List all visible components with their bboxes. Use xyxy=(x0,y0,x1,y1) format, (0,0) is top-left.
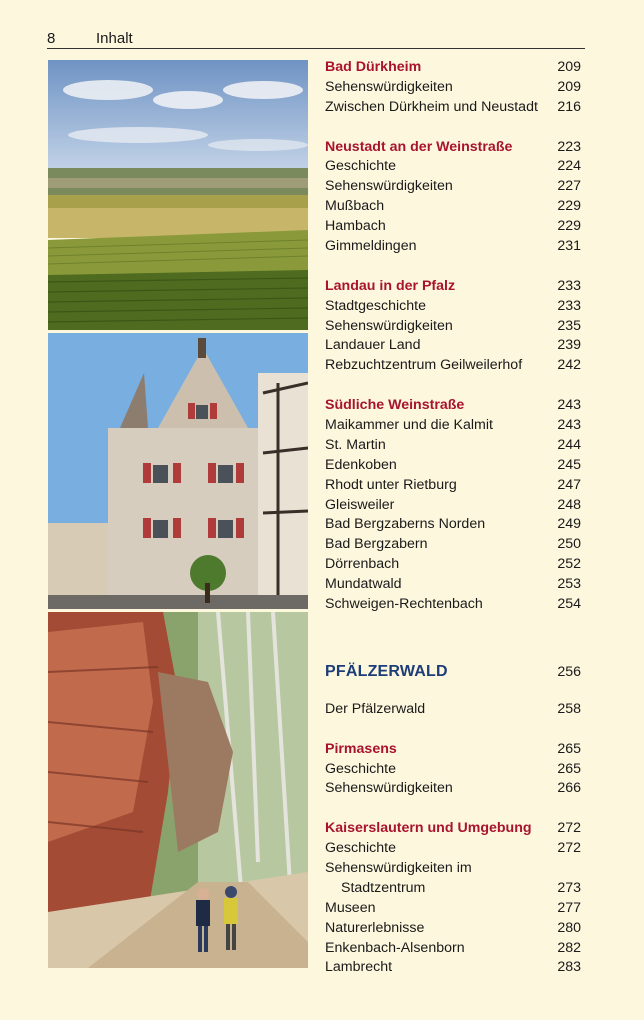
toc-title: Bad Bergzaberns Norden xyxy=(325,516,486,533)
toc-title: Hambach xyxy=(325,218,386,235)
toc-entry[interactable] xyxy=(325,515,583,535)
toc-page: 282 xyxy=(557,939,581,956)
toc-title: Mundatwald xyxy=(325,576,402,593)
toc-page: 244 xyxy=(557,436,581,453)
toc-title: Bad Bergzabern xyxy=(325,536,428,553)
toc-entry[interactable] xyxy=(325,879,583,899)
toc-page: 272 xyxy=(557,840,581,857)
toc-entry[interactable] xyxy=(325,575,583,595)
spacer xyxy=(325,376,583,396)
toc-page: 252 xyxy=(557,556,581,573)
toc-page: 273 xyxy=(557,879,581,896)
toc-page: 216 xyxy=(557,98,581,115)
toc-entry[interactable] xyxy=(325,456,583,476)
toc-page: 243 xyxy=(557,397,581,414)
toc-entry[interactable] xyxy=(325,217,583,237)
spacer xyxy=(325,615,583,640)
toc-title: Edenkoben xyxy=(325,456,397,473)
toc-title: Naturerlebnisse xyxy=(325,919,425,936)
toc-page: 265 xyxy=(557,740,581,757)
toc-title: Stadtgeschichte xyxy=(325,297,426,314)
toc-heading-kaiserslautern[interactable] xyxy=(325,819,583,839)
spacer xyxy=(325,640,583,660)
toc-page: 248 xyxy=(557,496,581,513)
toc-entry[interactable] xyxy=(325,839,583,859)
toc-title: Pirmasens xyxy=(325,740,397,757)
toc-title: Geschichte xyxy=(325,760,396,777)
toc-title: Stadtzentrum xyxy=(341,879,426,896)
toc-page: 250 xyxy=(557,536,581,553)
toc-page: 254 xyxy=(557,596,581,613)
toc-page: 233 xyxy=(557,277,581,294)
toc-page: 258 xyxy=(557,700,581,717)
toc-title: Sehenswürdigkeiten im xyxy=(325,859,472,876)
toc-entry[interactable] xyxy=(325,297,583,317)
toc-entry[interactable] xyxy=(325,98,583,118)
toc-title: Bad Dürkheim xyxy=(325,59,422,75)
toc-entry[interactable] xyxy=(325,336,583,356)
historic-town-hall-photo xyxy=(48,333,308,609)
toc-page: 243 xyxy=(557,417,581,434)
page-number: 8 xyxy=(47,30,56,47)
toc-page: 283 xyxy=(557,959,581,976)
toc-page: 277 xyxy=(557,899,581,916)
toc-title: Sehenswürdigkeiten xyxy=(325,178,453,195)
toc-heading-bad-duerkheim[interactable] xyxy=(325,58,583,78)
toc-page: 280 xyxy=(557,919,581,936)
toc-page: 231 xyxy=(557,238,581,255)
toc-title: Sehenswürdigkeiten xyxy=(325,317,453,334)
toc-entry[interactable] xyxy=(325,436,583,456)
toc-heading-neustadt[interactable] xyxy=(325,138,583,158)
toc-entry[interactable] xyxy=(325,595,583,615)
toc-title: Geschichte xyxy=(325,158,396,175)
toc-title: Zwischen Dürkheim und Neustadt xyxy=(325,98,538,115)
toc-title: Gleisweiler xyxy=(325,496,395,513)
toc-page: 209 xyxy=(557,59,581,75)
toc-entry[interactable] xyxy=(325,237,583,257)
toc-entry[interactable] xyxy=(325,496,583,516)
toc-page: 233 xyxy=(557,297,581,314)
toc-chapter-title: PFÄLZERWALD xyxy=(325,662,448,680)
toc-entry[interactable] xyxy=(325,197,583,217)
running-header-title: Inhalt xyxy=(96,30,133,47)
toc-title: Lambrecht xyxy=(325,959,393,976)
toc-title: Geschichte xyxy=(325,840,396,857)
toc-heading-suedliche-weinstrasse[interactable] xyxy=(325,396,583,416)
toc-page: 245 xyxy=(557,456,581,473)
toc-title: Rebzuchtzentrum Geilweilerhof xyxy=(325,357,523,374)
toc-entry[interactable] xyxy=(325,157,583,177)
toc-title: Mußbach xyxy=(325,198,385,215)
toc-entry[interactable] xyxy=(325,476,583,496)
toc-title: Sehenswürdigkeiten xyxy=(325,780,453,797)
toc-chapter-pfaelzerwald[interactable] xyxy=(325,660,583,684)
toc-page: 242 xyxy=(557,357,581,374)
toc-title: Der Pfälzerwald xyxy=(325,700,426,717)
toc-page: 223 xyxy=(557,138,581,155)
toc-page: 247 xyxy=(557,476,581,493)
spacer xyxy=(325,257,583,277)
toc-page: 265 xyxy=(557,760,581,777)
toc-page: 229 xyxy=(557,198,581,215)
toc-entry[interactable] xyxy=(325,760,583,780)
toc-entry[interactable] xyxy=(325,958,583,978)
toc-title: Maikammer und die Kalmit xyxy=(325,417,493,434)
toc-page: 229 xyxy=(557,218,581,235)
toc-entry[interactable] xyxy=(325,700,583,720)
sandstone-rocks-hikers-photo xyxy=(48,612,308,968)
toc-title: Gimmeldingen xyxy=(325,238,417,255)
toc-entry[interactable] xyxy=(325,416,583,436)
toc-entry[interactable] xyxy=(325,859,583,879)
spacer xyxy=(325,118,583,138)
toc-heading-landau[interactable] xyxy=(325,277,583,297)
spacer xyxy=(325,684,583,700)
toc-entry[interactable] xyxy=(325,919,583,939)
toc-title: Schweigen-Rechtenbach xyxy=(325,596,483,613)
toc-page: 209 xyxy=(557,78,581,95)
toc-title: Landau in der Pfalz xyxy=(325,277,456,294)
toc-title: Enkenbach-Alsenborn xyxy=(325,939,465,956)
toc-page: 272 xyxy=(557,820,581,837)
spacer xyxy=(325,720,583,740)
toc-heading-pirmasens[interactable] xyxy=(325,740,583,760)
toc-title: Kaiserslautern und Umgebung xyxy=(325,820,532,837)
toc-title: Sehenswürdigkeiten xyxy=(325,78,453,95)
toc-entry[interactable] xyxy=(325,78,583,98)
toc-entry[interactable] xyxy=(325,939,583,959)
toc-title: Dörrenbach xyxy=(325,556,400,573)
toc-page: 249 xyxy=(557,516,581,533)
toc-title: Landauer Land xyxy=(325,337,421,354)
toc-title: St. Martin xyxy=(325,436,386,453)
vineyard-landscape-photo xyxy=(48,60,308,330)
toc-page: 239 xyxy=(557,337,581,354)
toc-title: Neustadt an der Weinstraße xyxy=(325,138,513,155)
toc-entry[interactable] xyxy=(325,317,583,337)
header-rule xyxy=(47,48,585,49)
toc-entry[interactable] xyxy=(325,779,583,799)
toc-page: 256 xyxy=(557,663,581,680)
spacer xyxy=(325,799,583,819)
toc-page: 227 xyxy=(557,178,581,195)
toc-title: Rhodt unter Rietburg xyxy=(325,476,457,493)
toc-entry[interactable] xyxy=(325,177,583,197)
toc-entry[interactable] xyxy=(325,899,583,919)
toc-page: 224 xyxy=(557,158,581,175)
toc-page: 253 xyxy=(557,576,581,593)
toc-title: Museen xyxy=(325,899,376,916)
toc-page: 266 xyxy=(557,780,581,797)
toc-title: Südliche Weinstraße xyxy=(325,397,465,414)
toc-page: 235 xyxy=(557,317,581,334)
toc-entry[interactable] xyxy=(325,555,583,575)
toc-entry[interactable] xyxy=(325,356,583,376)
toc-entry[interactable] xyxy=(325,535,583,555)
table-of-contents xyxy=(325,58,583,978)
